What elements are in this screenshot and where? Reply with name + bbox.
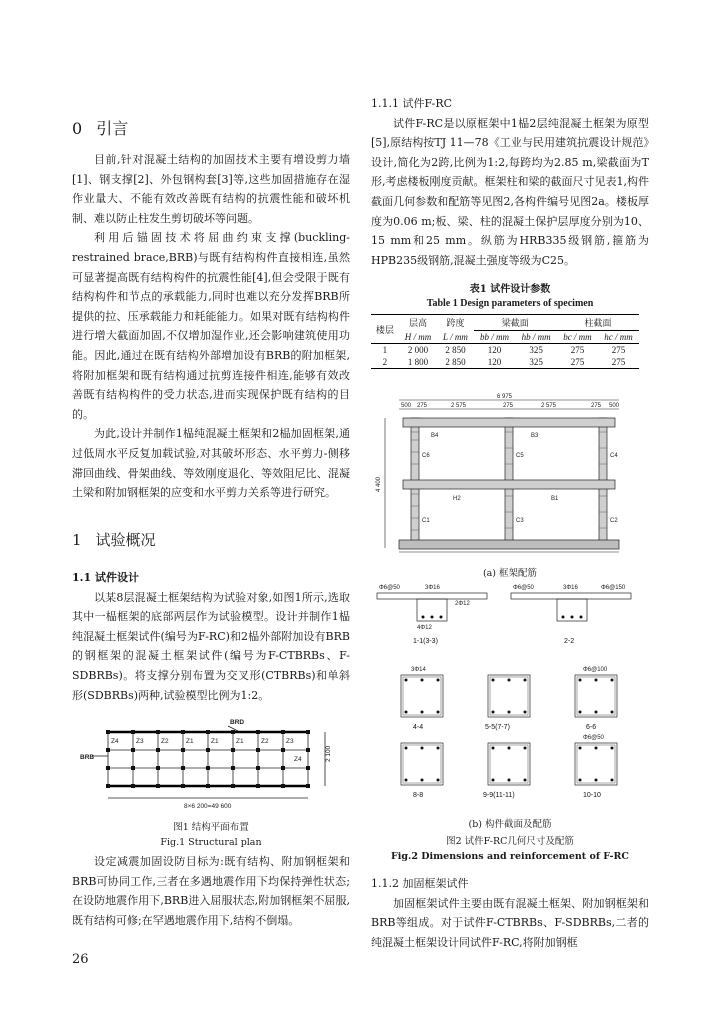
foundation-beam: [399, 540, 619, 549]
intro-paragraph-2: 利用后锚固技术将屈曲约束支撑(buckling-restrained brace,BRB)与既有结构构件直接相连,虽然可显著提高既有结构构件的抗震性能[4],但会受限于既有结构构件和节点的承载能力,同时也难以充分发挥BRB所提供的拉、压承载能力和耗能能力。如果对既有结构构件进行增大截面加固,不仅增加湿作业,还会影响建筑使用功能。因此,通过在既有结构外部增加设有BRB的附加框架,将附加框架和既有结构通过抗剪连接件相连,能够有效改善既有结构构件的受力状态,进而实现保护既有结构的目的。: [72, 231, 350, 421]
section-1-1-1: [371, 94, 649, 270]
span-dim: 2 575: [541, 403, 557, 409]
member-sections-drawing: [371, 583, 649, 815]
cell: 1 800: [407, 357, 429, 367]
table-1-title-cn: 表1 试件设计参数: [469, 284, 551, 295]
member-label: C1: [422, 518, 430, 524]
figure-1-caption-en: Fig.1 Structural plan: [160, 837, 262, 848]
table-1: [371, 283, 649, 369]
section-1-1: [72, 568, 350, 705]
section-1-1-flange: [377, 593, 487, 599]
plan-zlabel: Z4: [294, 756, 302, 763]
rebar-label: Φ6@50: [379, 585, 400, 591]
rebar-label: 3Φ16: [563, 585, 578, 591]
rebar-label: 3Φ16: [425, 585, 440, 591]
span-dim: 2 575: [451, 403, 467, 409]
rebar-label: Φ6@100: [583, 667, 608, 673]
section-label: 8-8: [413, 792, 424, 799]
figure-2b-caption: (b) 构件截面及配筋: [468, 819, 552, 830]
parameter-table: [371, 314, 639, 369]
plan-zlabel: Z4: [111, 738, 119, 745]
subsection-1-1-1-title: 1.1.1 试件F-RC: [371, 97, 453, 110]
figure-1-caption-cn: 图1 结构平面布置: [173, 822, 249, 833]
span-dim: 275: [503, 403, 514, 409]
header-floor: 楼层: [371, 315, 399, 344]
section-label: 2-2: [564, 638, 575, 645]
section-label: 4-4: [413, 724, 424, 731]
unit-height: H / mm: [404, 331, 432, 342]
header-col: 柱截面: [557, 315, 639, 331]
cell: 275: [611, 357, 626, 367]
plan-dim-bottom: 8×6 200=49 600: [184, 803, 232, 810]
member-label: B1: [551, 496, 559, 502]
cell: 275: [570, 345, 585, 355]
span-dim: 500: [401, 403, 412, 409]
structural-plan-drawing: [80, 716, 342, 812]
section-label: 1-1(3-3): [413, 638, 438, 645]
cell: 325: [529, 357, 543, 367]
frame-reinforcement-drawing: [371, 392, 649, 564]
section-label: 9-9(11-11): [483, 792, 515, 799]
span-dim: 275: [591, 403, 602, 409]
brb-label: BRB: [80, 754, 95, 761]
rebar-label: 4Φ12: [417, 625, 432, 631]
figure-2-caption-en: Fig.2 Dimensions and reinforcement of F-RC: [391, 851, 629, 862]
section-0-heading: 0 引言: [72, 119, 129, 138]
member-label: C4: [610, 453, 618, 459]
table-row: [371, 356, 639, 369]
beam-top: [403, 418, 615, 427]
design-goal: [72, 852, 350, 930]
figure-2-caption-cn: 图2 试件F-RC几何尺寸及配筋: [446, 836, 574, 847]
unit-hb: hb / mm: [521, 332, 551, 342]
figure-2a-caption: (a) 框架配筋: [482, 568, 538, 579]
cell: 1: [382, 345, 388, 355]
cell: 2 000: [407, 345, 429, 355]
member-label: C2: [610, 518, 618, 524]
rebar-label: Φ6@150: [601, 585, 626, 591]
plan-zlabel: Z1: [211, 738, 219, 745]
unit-bc: bc / mm: [563, 332, 592, 342]
plan-zlabel: Z1: [236, 738, 244, 745]
plan-zlabel: Z2: [161, 738, 169, 745]
span-dim: 500: [609, 403, 620, 409]
table-row: [371, 344, 639, 357]
member-label: C3: [516, 518, 524, 524]
rebar-label: 2Φ12: [455, 601, 470, 607]
table-header-row: [371, 315, 639, 331]
cell: 275: [570, 357, 585, 367]
plan-dim-side: 2 100: [325, 745, 332, 762]
cell: 325: [529, 345, 543, 355]
rebar-label: Φ6@50: [583, 735, 604, 741]
unit-bb: bb / mm: [479, 332, 509, 342]
section-2-2-flange: [511, 593, 631, 599]
header-height: 层高: [409, 318, 428, 329]
dim-height: 4 400: [376, 476, 382, 492]
plan-zlabel: Z3: [286, 738, 294, 745]
rebar-label: Φ6@50: [513, 585, 534, 591]
section-label: 10-10: [583, 792, 601, 799]
cell: 2 850: [445, 345, 466, 355]
cell: 2: [382, 357, 388, 367]
section-1-1-2: [371, 874, 649, 952]
table-1-title-en: Table 1 Design parameters of specimen: [426, 298, 594, 309]
member-label: B3: [531, 433, 539, 439]
member-label: C6: [422, 453, 430, 459]
beam-mid: [403, 480, 615, 489]
plan-zlabel: Z3: [136, 738, 144, 745]
member-label: B4: [431, 433, 439, 439]
figure-1: [80, 716, 342, 850]
unit-hc: hc / mm: [604, 332, 633, 342]
dim-total: 6 975: [497, 394, 513, 400]
section-label: 5-5(7-7): [485, 724, 510, 731]
plan-zlabel: Z1: [186, 738, 194, 745]
subsection-1-1-2-title: 1.1.2 加固框架试件: [371, 877, 469, 890]
header-span: 跨度: [446, 318, 465, 329]
intro-paragraph-1: 目前,针对混凝土结构的加固技术主要有增设剪力墙[1]、钢支撑[2]、外包钢构套[3]等,这些加固措施存在湿作业量大、不能有效改善既有结构的抗震性能和破坏机制、难以防止柱发生剪切破坏等问题。: [72, 153, 350, 225]
figure-2a: [371, 392, 649, 581]
unit-span: L / mm: [443, 331, 468, 342]
member-label: H2: [453, 496, 461, 502]
section-label: 6-6: [586, 724, 597, 731]
subsection-1-1-title: 1.1 试件设计: [72, 571, 139, 584]
paragraph-1-1-1: 试件F-RC是以原框架中1榀2层纯混凝土框架为原型[5],原结构按TJ 11—78《工业与民用建筑抗震设计规范》设计,简化为2跨,比例为1:2,每跨均为2.85 m,梁截面为T形,考虑楼板刚度贡献。框架柱和梁的截面尺寸见表1,构件截面几何参数和配筋等见图2,各构件编号见图2a。楼板厚度为0.06 m;板、梁、柱的混凝土保护层厚度分别为10、15 mm和25 mm。纵筋为HRB335级钢筋,箍筋为HPB235级钢筋,混凝土强度等级为C25。: [371, 116, 649, 267]
section-1-heading: 1 试验概况: [72, 531, 156, 549]
paragraph-1-1-2: 加固框架试件主要由既有混凝土框架、附加钢框架和BRB等组成。对于试件F-CTBRBs、F-SDBRBs,二者的纯混凝土框架设计同试件F-RC,将附加钢框: [371, 896, 649, 949]
figure-2b: [371, 583, 649, 864]
cell: 275: [611, 345, 626, 355]
rebar-label: 3Φ14: [411, 667, 426, 673]
design-goal-paragraph: 设定减震加固设防目标为:既有结构、附加钢框架和BRB可协同工作,三者在多遇地震作用下均保持弹性状态;在设防地震作用下,BRB进入屈服状态,附加钢框架不屈服,既有结构可修;在罕遇地震作用下,结构不倒塌。: [72, 855, 350, 927]
brd-label: BRD: [230, 719, 245, 726]
cell: 120: [487, 345, 502, 355]
paragraph-1-1: 以某8层混凝土框架结构为试验对象,如图1所示,选取其中一榀框架的底部两层作为试验模型。设计并制作1榀纯混凝土框架试件(编号为F-RC)和2榀外部附加设有BRB的钢框架的混凝土框架试件(编号为F-CTBRBs、F-SDBRBs)。将支撑分别布置为交叉形(CTBRBs)和单斜形(SDBRBs)两种,试验模型比例为1:2。: [72, 590, 350, 702]
span-dim: 275: [417, 403, 428, 409]
cell: 2 850: [445, 357, 466, 367]
table-unit-row: [371, 331, 639, 344]
intro-paragraph-3: 为此,设计并制作1榀纯混凝土框架和2榀加固框架,通过低周水平反复加载试验,对其破坏形态、水平剪力-侧移滞回曲线、骨架曲线、等效刚度退化、等效阻尼比、混凝土梁和附加钢框架的应变和水平剪力关系等进行研究。: [72, 427, 350, 500]
cell: 120: [487, 357, 502, 367]
page-number: 26: [72, 952, 89, 967]
plan-zlabel: Z2: [261, 738, 269, 745]
intro-body: [72, 150, 350, 503]
member-label: C5: [516, 453, 524, 459]
header-beam: 梁截面: [474, 315, 557, 331]
